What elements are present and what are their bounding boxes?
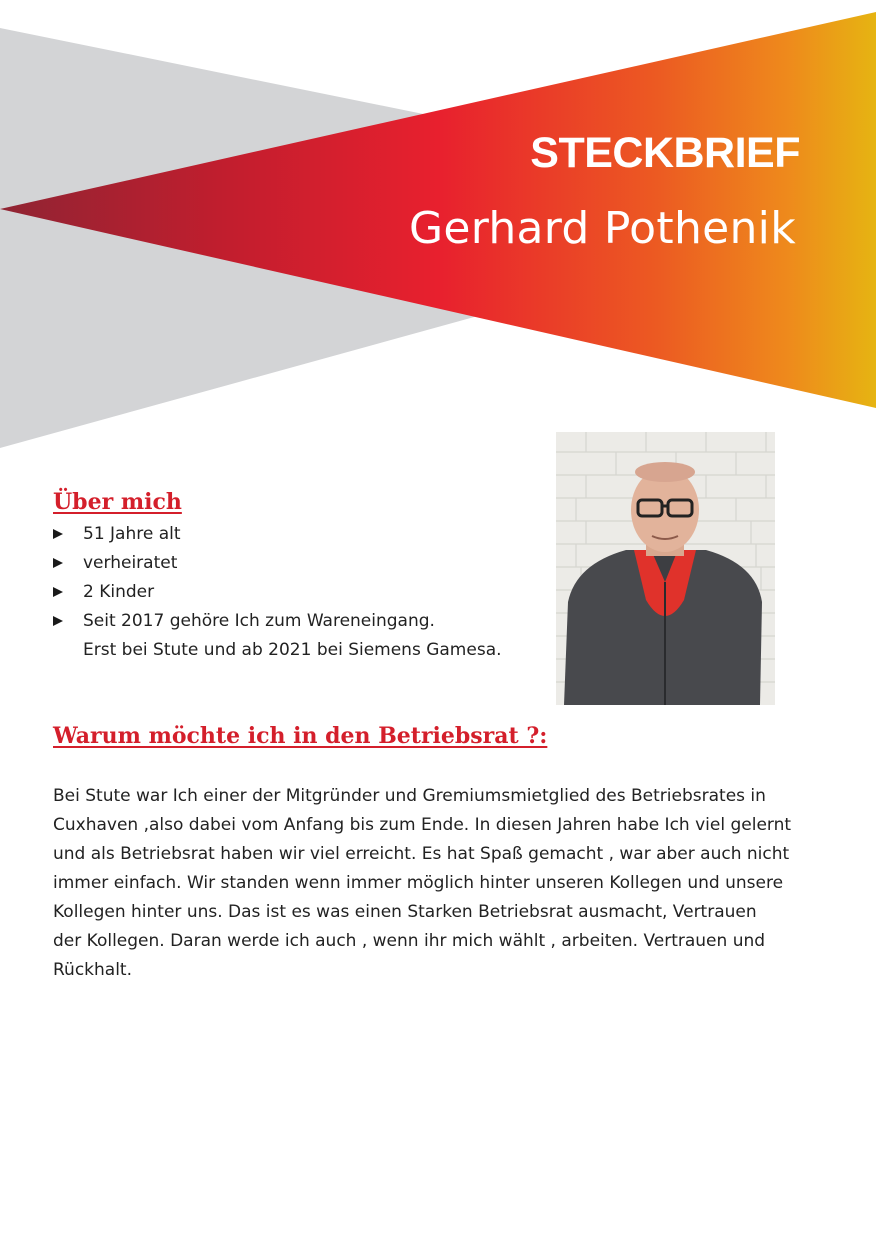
page-title: STECKBRIEF: [530, 129, 800, 177]
triangle-bullet-icon: [53, 558, 63, 568]
list-item: [53, 578, 543, 607]
profile-photo: [556, 432, 775, 705]
paragraph-line: und als Betriebsrat haben wir viel erreicht. Es hat Spaß gemacht , war aber auch nicht: [53, 844, 790, 864]
motivation-paragraph: [53, 782, 838, 985]
triangle-bullet-icon: [53, 529, 63, 539]
list-item-text: Seit 2017 gehöre Ich zum Wareneingang.: [83, 611, 435, 631]
paragraph-line: der Kollegen. Daran werde ich auch , wenn ihr mich wählt , arbeiten. Vertrauen und: [53, 931, 766, 951]
list-item-text: 2 Kinder: [83, 582, 155, 602]
about-list: [53, 520, 543, 665]
paragraph-line: Bei Stute war Ich einer der Mitgründer und Gremiumsmietglied des Betriebsrates in: [53, 786, 766, 806]
list-item: [53, 549, 543, 578]
list-item-text-continued: Erst bei Stute und ab 2021 bei Siemens Gamesa.: [83, 640, 502, 660]
list-item-text: 51 Jahre alt: [83, 524, 181, 544]
person-name: Gerhard Pothenik: [408, 203, 796, 254]
why-heading: Warum möchte ich in den Betriebsrat ?:: [53, 723, 548, 749]
list-item: [53, 607, 543, 665]
triangle-bullet-icon: [53, 587, 63, 597]
list-item-text: verheiratet: [83, 553, 178, 573]
triangle-bullet-icon: [53, 616, 63, 626]
list-item: [53, 520, 543, 549]
paragraph-line: Cuxhaven ,also dabei vom Anfang bis zum Ende. In diesen Jahren habe Ich viel gelernt: [53, 815, 792, 835]
paragraph-line: Kollegen hinter uns. Das ist es was einen Starken Betriebsrat ausmacht, Vertrauen: [53, 902, 757, 922]
paragraph-line: immer einfach. Wir standen wenn immer möglich hinter unseren Kollegen und unsere: [53, 873, 784, 893]
about-heading: Über mich: [53, 489, 182, 515]
paragraph-line: Rückhalt.: [53, 960, 132, 980]
